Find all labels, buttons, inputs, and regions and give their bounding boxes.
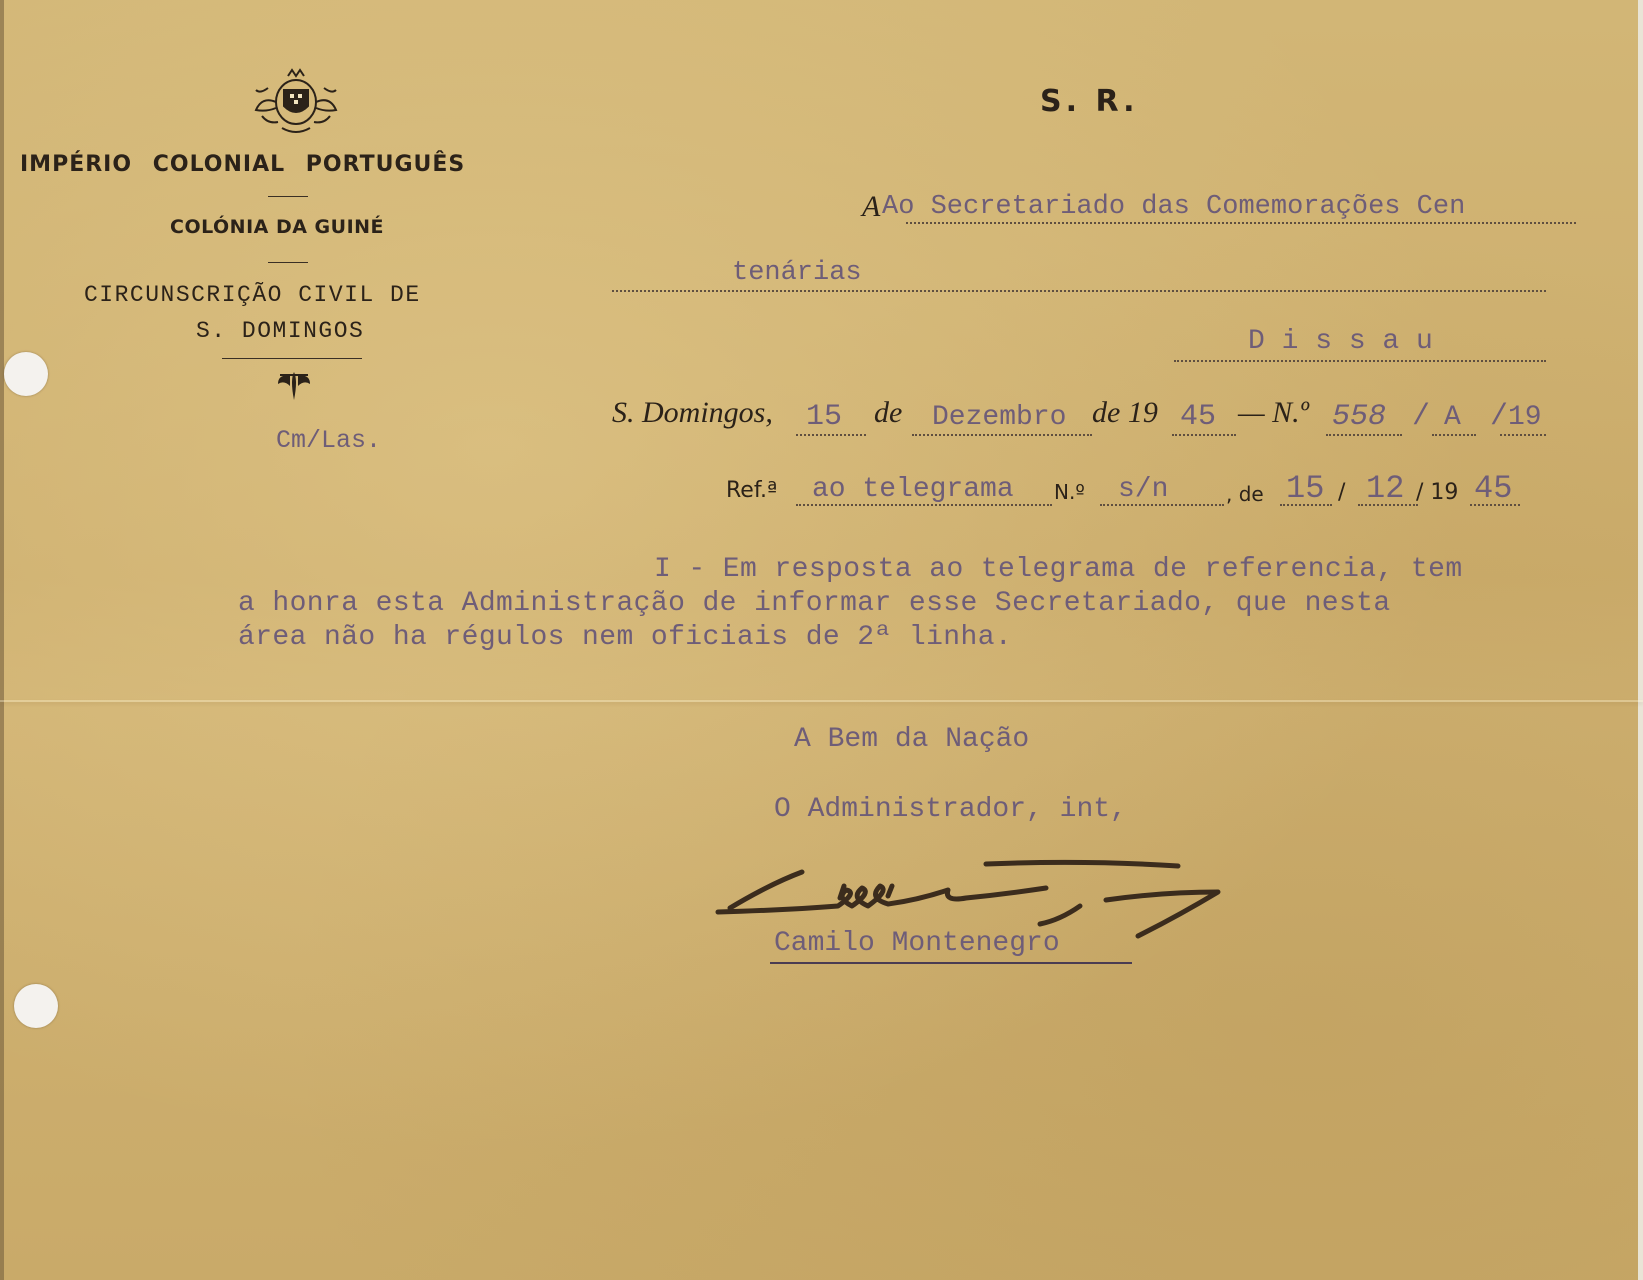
- number-separator-1: /: [1412, 400, 1431, 434]
- letterhead-empire: IMPÉRIO COLONIAL PORTUGUÊS: [20, 152, 466, 177]
- date-year-suffix: 45: [1180, 400, 1217, 434]
- date-year-dots: [1172, 434, 1236, 436]
- header-mark: S. R.: [1040, 84, 1139, 119]
- date-place: S. Domingos,: [612, 396, 773, 429]
- signatory-name-underline: [770, 962, 1132, 964]
- addressee-dotted-line-2: [612, 290, 1546, 292]
- reference-separator-2: / 19: [1416, 480, 1459, 505]
- letterhead-divider-2: [268, 262, 308, 263]
- reference-no-value: s/n: [1118, 474, 1169, 505]
- document-number: 558: [1332, 400, 1387, 434]
- body-line-1: I - Em resposta ao telegrama de referencia, tem: [654, 554, 1463, 585]
- reference-label: Ref.ª: [726, 478, 778, 503]
- letterhead-divider-1: [268, 196, 308, 197]
- body-line-3: área não ha régulos nem oficiais de 2ª linha.: [238, 622, 1013, 653]
- addressee-line-2: tenárias: [732, 258, 862, 288]
- page-left-edge: [0, 0, 4, 1280]
- document-series: A: [1444, 402, 1461, 433]
- reference-day-dots: [1280, 504, 1332, 506]
- reference-month-dots: [1358, 504, 1418, 506]
- date-day: 15: [806, 400, 843, 434]
- addressee-dotted-line-1: [906, 222, 1576, 224]
- reference-day: 15: [1286, 470, 1325, 507]
- reference-month: 12: [1366, 470, 1405, 507]
- addressee-city: D i s s a u: [1248, 326, 1433, 357]
- reference-no-dots: [1100, 504, 1224, 506]
- reference-date-label: , de: [1226, 482, 1264, 506]
- letterhead-circumscription: CIRCUNSCRIÇÃO CIVIL DE: [84, 282, 421, 308]
- punch-hole-bottom: [14, 984, 58, 1028]
- reference-separator-1: /: [1338, 480, 1346, 505]
- letterhead-location: S. DOMINGOS: [196, 318, 365, 344]
- reference-year: 45: [1474, 470, 1513, 507]
- number-separator-2: /: [1490, 400, 1509, 434]
- reference-value-dots: [796, 504, 1052, 506]
- signatory-name: Camilo Montenegro: [774, 928, 1060, 959]
- document-series-dots: [1432, 434, 1476, 436]
- number-label: — N.º: [1238, 396, 1309, 429]
- body-line-2: a honra esta Administração de informar esse Secretariado, que nesta: [238, 588, 1391, 619]
- addressee-line-1: Ao Secretariado das Comemorações Cen: [882, 192, 1466, 222]
- signatory-title: O Administrador, int,: [774, 794, 1127, 825]
- date-month: Dezembro: [932, 402, 1067, 433]
- letterhead-colony: COLÓNIA DA GUINÉ: [170, 216, 385, 238]
- reference-value: ao telegrama: [812, 474, 1014, 505]
- date-de-2: de 19: [1092, 396, 1158, 429]
- reference-year-dots: [1470, 504, 1520, 506]
- document-number-dots: [1326, 434, 1402, 436]
- punch-hole-top: [4, 352, 48, 396]
- coat-of-arms-emblem: [248, 66, 344, 136]
- reference-no-label: N.º: [1054, 480, 1085, 504]
- letterhead-divider-3: [222, 358, 362, 359]
- addressee-dotted-line-3: [1174, 360, 1546, 362]
- reference-initials: Cm/Las.: [276, 426, 382, 455]
- document-suffix: 19: [1508, 402, 1542, 433]
- date-de-1: de: [874, 396, 903, 429]
- paper-fold: [0, 700, 1643, 702]
- page-right-edge: [1638, 0, 1643, 1280]
- closing-salutation: A Bem da Nação: [794, 724, 1030, 755]
- date-month-dots: [912, 434, 1092, 436]
- fleur-ornament-icon: [274, 368, 314, 404]
- addressee-prefix: A: [862, 190, 881, 223]
- date-day-dots: [796, 434, 866, 436]
- document-suffix-dots: [1500, 434, 1546, 436]
